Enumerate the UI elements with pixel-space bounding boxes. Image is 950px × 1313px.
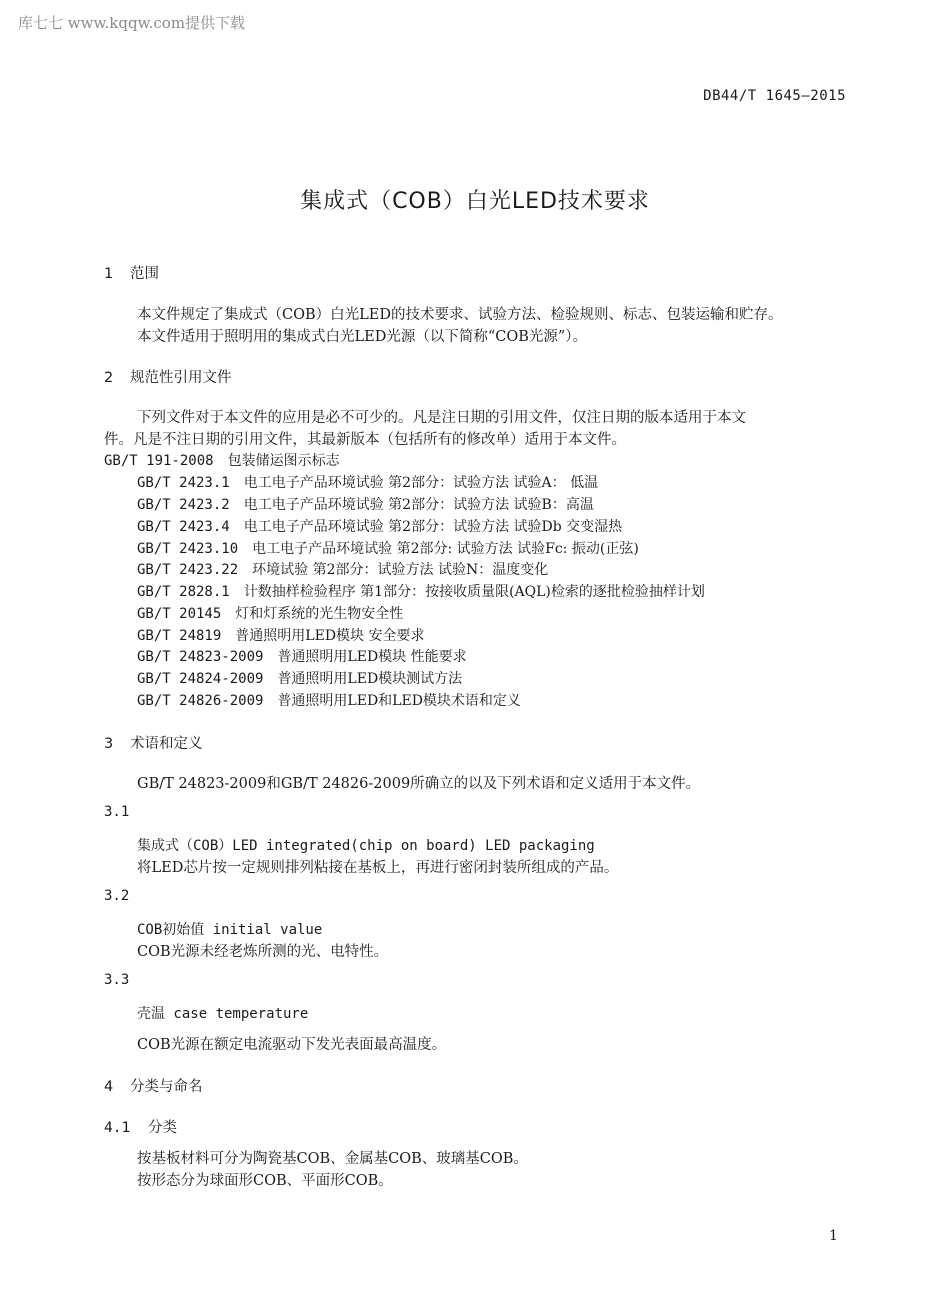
section-3-intro: GB/T 24823-2009和GB/T 24826-2009所确立的以及下列术语和定义适用于本文件。 <box>137 776 701 792</box>
reference-item <box>137 690 521 710</box>
reference-name: 电工电子产品环境试验 第2部分: 试验方法 试验Fc: 振动(正弦) <box>252 541 639 557</box>
section-number: 2 <box>104 370 114 386</box>
reference-name: 普通照明用LED模块测试方法 <box>277 671 463 687</box>
section-number: 1 <box>104 266 114 282</box>
term-definition: COB光源未经老炼所测的光、电特性。 <box>137 944 389 960</box>
section-4-paragraph-1: 按基板材料可分为陶瓷基COB、金属基COB、玻璃基COB。 <box>137 1151 528 1167</box>
reference-name: 环境试验 第2部分：试验方法 试验N：温度变化 <box>252 562 549 578</box>
reference-item <box>137 668 462 688</box>
reference-code: GB/T 24824-2009 <box>137 671 264 687</box>
term-definition: 将LED芯片按一定规则排列粘接在基板上，再进行密闭封装所组成的产品。 <box>137 860 619 876</box>
reference-name: 电工电子产品环境试验 第2部分：试验方法 试验Db 交变湿热 <box>243 519 623 535</box>
term-number: 3.1 <box>104 804 130 820</box>
reference-item <box>137 494 594 514</box>
reference-code: GB/T 2423.2 <box>137 497 230 513</box>
term-title: COB初始值 initial value <box>137 922 323 938</box>
reference-name: 普通照明用LED模块 性能要求 <box>277 649 467 665</box>
reference-item <box>137 559 548 579</box>
reference-item <box>104 450 340 470</box>
reference-name: 电工电子产品环境试验 第2部分：试验方法 试验A： 低温 <box>243 475 599 491</box>
reference-code: GB/T 24826-2009 <box>137 693 264 709</box>
subsection-number: 4.1 <box>104 1120 131 1136</box>
section-title: 分类与命名 <box>130 1079 203 1095</box>
section-title: 术语和定义 <box>130 736 203 752</box>
document-title: 集成式（COB）白光LED技术要求 <box>300 189 650 214</box>
reference-code: GB/T 2423.10 <box>137 541 239 557</box>
section-number: 4 <box>104 1079 114 1095</box>
reference-item <box>137 538 639 558</box>
reference-item <box>137 625 425 645</box>
reference-code: GB/T 2423.22 <box>137 562 239 578</box>
reference-code: GB/T 2828.1 <box>137 584 230 600</box>
subsection-title: 分类 <box>148 1120 177 1136</box>
section-3-heading <box>104 732 203 753</box>
reference-code: GB/T 20145 <box>137 606 222 622</box>
section-4-paragraph-2: 按形态分为球面形COB、平面形COB。 <box>137 1173 393 1189</box>
reference-code: GB/T 2423.4 <box>137 519 230 535</box>
term-number: 3.2 <box>104 888 130 904</box>
section-4-heading <box>104 1075 203 1096</box>
reference-item <box>137 581 705 601</box>
reference-code: GB/T 2423.1 <box>137 475 230 491</box>
section-title: 范围 <box>130 266 159 282</box>
section-1-heading <box>104 262 159 283</box>
page-number: 1 <box>829 1228 838 1244</box>
section-2-intro-line-2: 件。凡是不注日期的引用文件，其最新版本（包括所有的修改单）适用于本文件。 <box>104 432 626 448</box>
reference-item <box>137 646 467 666</box>
reference-name: 计数抽样检验程序 第1部分：按接收质量限(AQL)检索的逐批检验抽样计划 <box>243 584 705 600</box>
section-number: 3 <box>104 736 114 752</box>
reference-name: 包装储运图示标志 <box>227 453 340 469</box>
term-definition: COB光源在额定电流驱动下发光表面最高温度。 <box>137 1037 447 1053</box>
reference-item <box>137 516 622 536</box>
reference-name: 电工电子产品环境试验 第2部分：试验方法 试验B：高温 <box>243 497 594 513</box>
reference-name: 普通照明用LED和LED模块术语和定义 <box>277 693 521 709</box>
section-2-heading <box>104 366 232 387</box>
subsection-4-1-heading <box>104 1116 177 1137</box>
reference-code: GB/T 191-2008 <box>104 453 214 469</box>
reference-name: 灯和灯系统的光生物安全性 <box>235 606 404 622</box>
section-2-intro-line-1: 下列文件对于本文件的应用是必不可少的。凡是注日期的引用文件，仅注日期的版本适用于本文 <box>137 410 746 426</box>
section-1-paragraph-1: 本文件规定了集成式（COB）白光LED的技术要求、试验方法、检验规则、标志、包装运输和贮存。 <box>137 307 783 323</box>
watermark-text: 库七七 www.kqqw.com提供下载 <box>18 14 246 32</box>
section-1-paragraph-2: 本文件适用于照明用的集成式白光LED光源（以下简称“COB光源”）。 <box>137 329 588 345</box>
standard-number: DB44/T 1645—2015 <box>703 88 846 104</box>
term-number: 3.3 <box>104 972 130 988</box>
reference-name: 普通照明用LED模块 安全要求 <box>235 628 425 644</box>
section-title: 规范性引用文件 <box>130 370 232 386</box>
term-title: 壳温 case temperature <box>137 1006 309 1022</box>
reference-item <box>137 472 598 492</box>
term-title: 集成式（COB）LED integrated(chip on board) LED packaging <box>137 838 595 854</box>
reference-item <box>137 603 403 623</box>
reference-code: GB/T 24823-2009 <box>137 649 264 665</box>
reference-code: GB/T 24819 <box>137 628 222 644</box>
